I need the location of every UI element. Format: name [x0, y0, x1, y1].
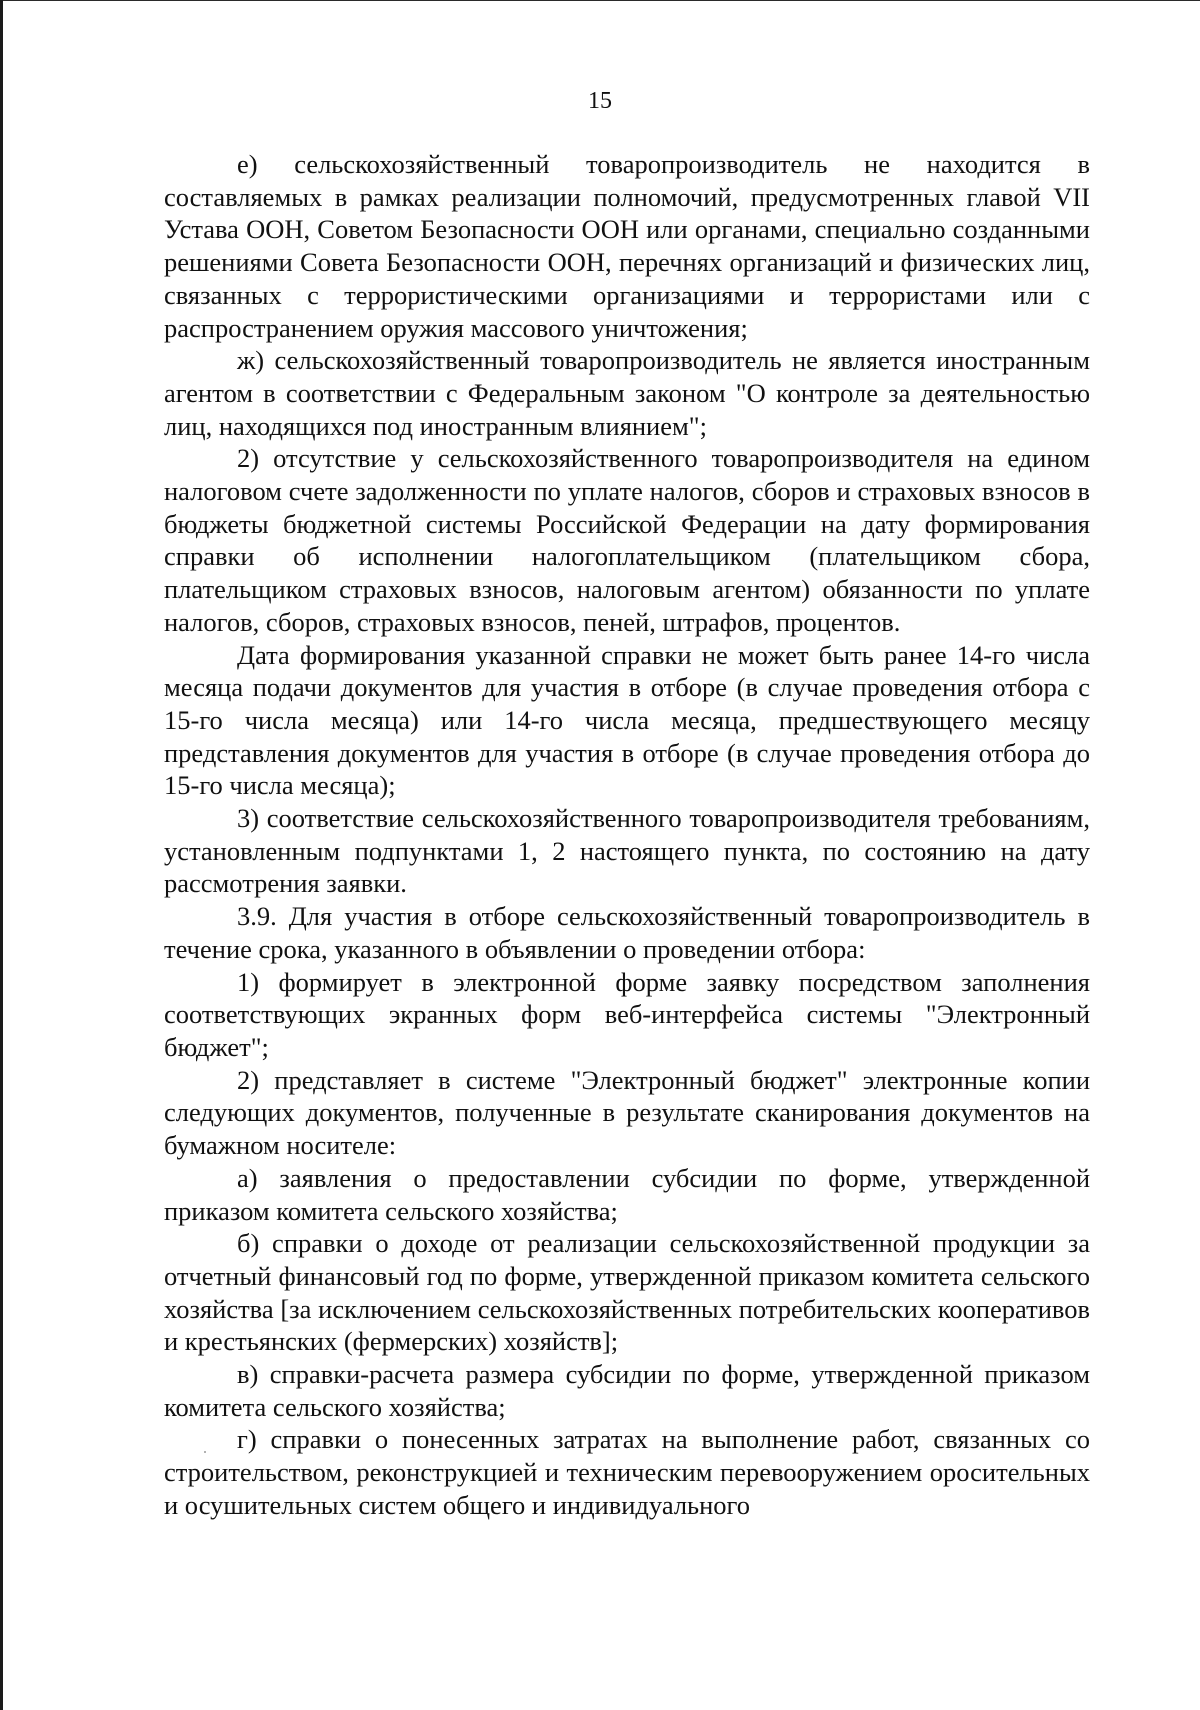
page-number: 15	[588, 88, 612, 114]
paragraph-v-subsidy-calculation: в) справки-расчета размера субсидии по форме, утвержденной приказом комитета сельского хозяйства;	[164, 1359, 1090, 1422]
paragraph-zh-foreign-agent: ж) сельскохозяйственный товаропроизводитель не является иностранным агентом в соответствии с Федеральным законом "О контроле за деятельностью лиц, находящихся под иностранным влиянием";	[164, 345, 1090, 441]
scan-top-edge	[0, 0, 1200, 1]
paragraph-1-electronic-application: 1) формирует в электронной форме заявку посредством заполнения соответствующих экранных форм веб-интерфейса системы "Электронный бюджет";	[164, 966, 1090, 1062]
paragraph-3-9-participation: 3.9. Для участия в отборе сельскохозяйственный товаропроизводитель в течение срока, указанного в объявлении о проведении отбора:	[164, 901, 1090, 964]
paragraph-certificate-date: Дата формирования указанной справки не может быть ранее 14-го числа месяца подачи документов для участия в отборе (в случае проведения отбора с 15-го числа месяца) или 14-го числа месяца, предшествующего месяцу представления документов для участия в отборе (в случае проведения отбора до 15-го числа месяца);	[164, 639, 1090, 801]
paragraph-3-compliance: 3) соответствие сельскохозяйственного товаропроизводителя требованиям, установленным подпунктами 1, 2 настоящего пункта, по состоянию на дату рассмотрения заявки.	[164, 803, 1090, 899]
paragraph-a-subsidy-statement: а) заявления о предоставлении субсидии по форме, утвержденной приказом комитета сельского хозяйства;	[164, 1162, 1090, 1226]
paragraph-b-income-certificate: б) справки о доходе от реализации сельскохозяйственной продукции за отчетный финансовый год по форме, утвержденной приказом комитета сельского хозяйства [за исключением сельскохозяйственных потребительских кооперативов и крестьянских (фермерских) хозяйств];	[164, 1228, 1090, 1357]
scan-speck	[204, 1451, 206, 1453]
document-body	[164, 148, 1090, 1522]
paragraph-2-scanned-copies: 2) представляет в системе "Электронный бюджет" электронные копии следующих документов, полученные в результате сканирования документов на бумажном носителе:	[164, 1064, 1090, 1161]
paragraph-e-sanctions-lists: е) сельскохозяйственный товаропроизводитель не находится в составляемых в рамках реализации полномочий, предусмотренных главой VII Устава ООН, Советом Безопасности ООН или органами, специально созданными решениями Совета Безопасности ООН, перечнях организаций и физических лиц, связанных с террористическими организациями и террористами или с распространением оружия массового уничтожения;	[164, 149, 1090, 343]
paragraph-2-tax-debt: 2) отсутствие у сельскохозяйственного товаропроизводителя на едином налоговом счете задолженности по уплате налогов, сборов и страховых взносов в бюджеты бюджетной системы Российской Федерации на дату формирования справки об исполнении налогоплательщиком (плательщиком сбора, плательщиком страховых взносов, налоговым агентом) обязанности по уплате налогов, сборов, страховых взносов, пеней, штрафов, процентов.	[164, 443, 1090, 637]
scan-left-edge	[0, 0, 3, 1710]
paragraph-g-costs-certificate: г) справки о понесенных затратах на выполнение работ, связанных со строительством, реконструкцией и техническим перевооружением оросительных и осушительных систем общего и индивидуального	[164, 1424, 1090, 1520]
